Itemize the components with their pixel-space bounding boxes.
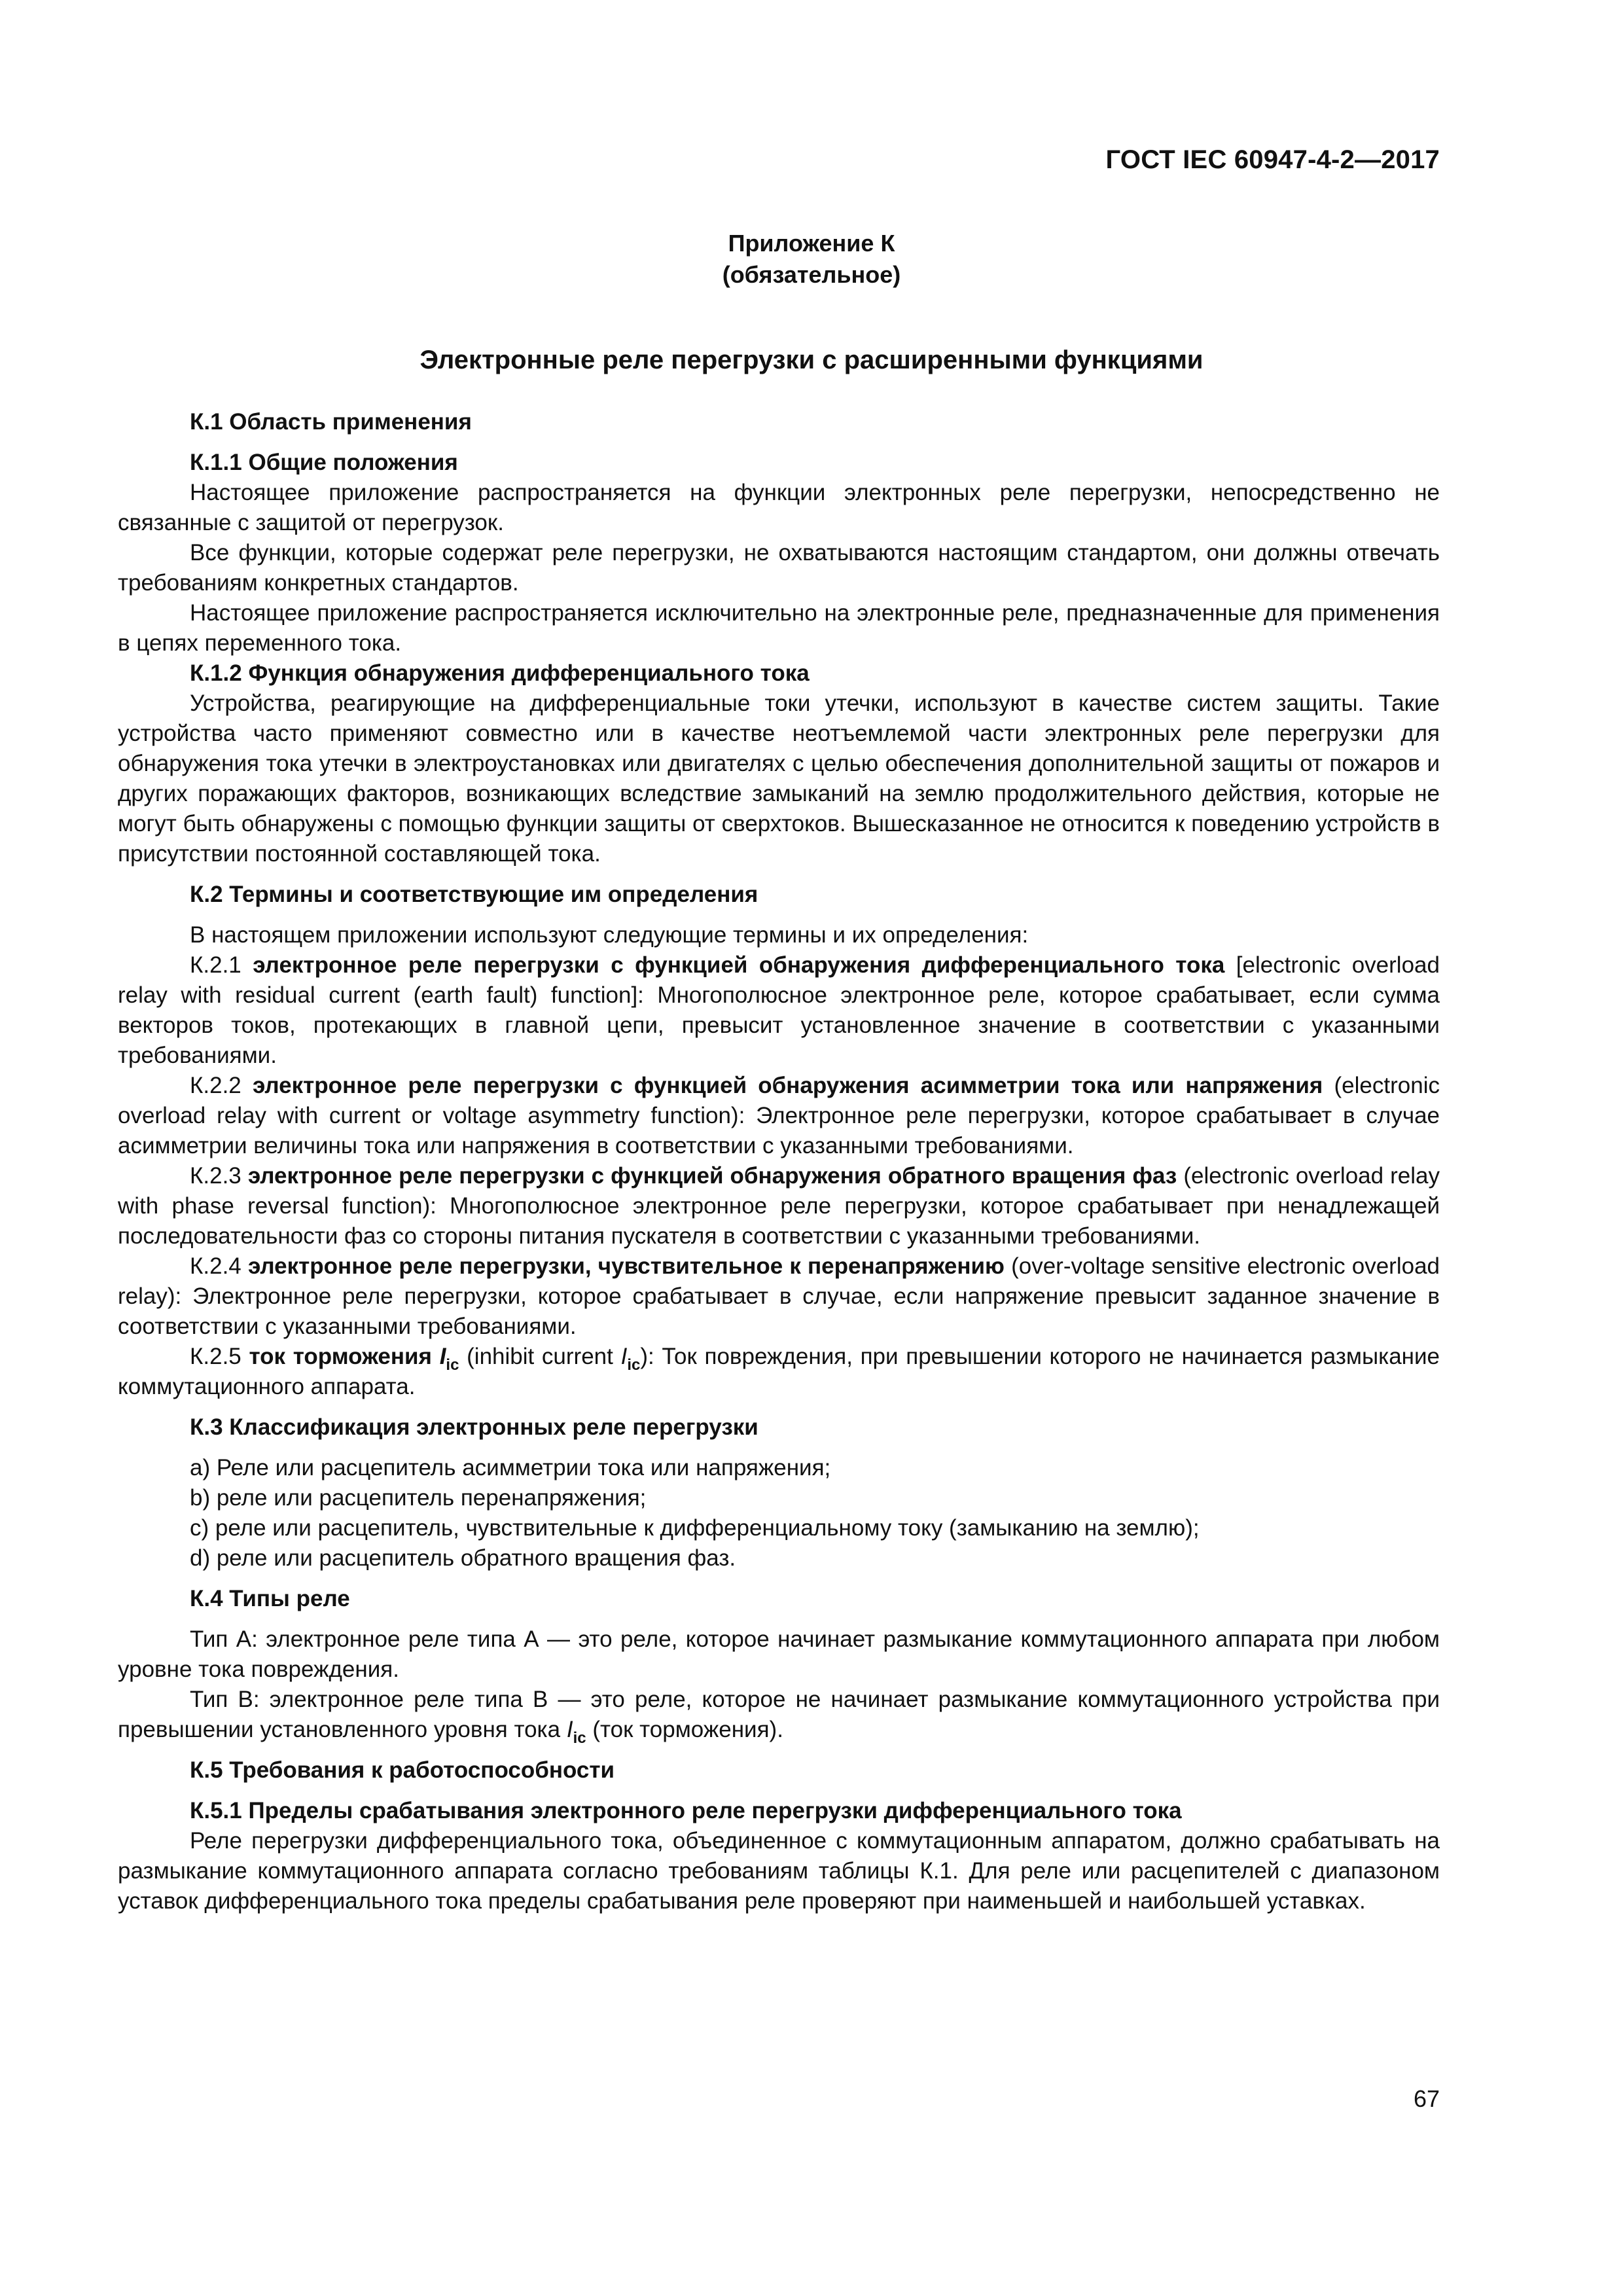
symbol-subscript: ic bbox=[446, 1356, 459, 1374]
term-number: К.2.5 bbox=[190, 1344, 241, 1369]
term-name: электронное реле перегрузки с функцией обнаружения дифференциального тока bbox=[253, 952, 1225, 978]
section-heading-k1-1: К.1.1 Общие положения bbox=[190, 450, 458, 475]
list-item: a) Реле или расцепитель асимметрии тока или напряжения; bbox=[190, 1455, 831, 1480]
section-heading-k1-2: К.1.2 Функция обнаружения дифференциального тока bbox=[190, 660, 810, 686]
term-text: (electronic overload relay with current or voltage asymmetry function): Электронное реле перегрузки, которое срабатывает в случае асимметрии величины тока или напряжения в соответствии с указанными требованиями. bbox=[118, 1073, 1440, 1158]
paragraph: Настоящее приложение распространяется на функции электронных реле перегрузки, непосредственно не связанные с защитой от перегрузок. bbox=[118, 480, 1440, 535]
term-number: К.2.1 bbox=[190, 952, 241, 978]
term-name: электронное реле перегрузки с функцией обнаружения асимметрии тока или напряжения bbox=[252, 1073, 1323, 1098]
term-text: (electronic overload relay with phase reversal function): Многополюсное электронное реле перегрузки, которое срабатывает при ненадлежащей последовательности фаз со стороны питания пускателя в соответствии с указанными требованиями. bbox=[118, 1163, 1440, 1249]
section-heading-k5-1: К.5.1 Пределы срабатывания электронного реле перегрузки дифференциального тока bbox=[190, 1798, 1182, 1823]
paragraph: Устройства, реагирующие на дифференциальные токи утечки, используют в качестве систем защиты. Такие устройства часто применяют совместно или в качестве неотъемлемой части электронных реле перегрузки для обнаружения тока утечки в электроустановках или двигателях с целью обеспечения дополнительной защиты от пожаров и других поражающих факторов, возникающих вследствие замыканий на землю продолжительного действия, которые не могут быть обнаружены с помощью функции защиты от сверхтоков. Вышесказанное не относится к поведению устройств в присутствии постоянной составляющей тока. bbox=[118, 691, 1440, 867]
term-name: электронное реле перегрузки с функцией обнаружения обратного вращения фаз bbox=[247, 1163, 1177, 1189]
document-code: ГОСТ IEC 60947-4-2—2017 bbox=[1105, 145, 1440, 174]
symbol: I bbox=[566, 1717, 573, 1742]
list-item: d) реле или расцепитель обратного вращения фаз. bbox=[190, 1545, 736, 1571]
term-name: ток торможения bbox=[249, 1344, 432, 1369]
term-number: К.2.3 bbox=[190, 1163, 241, 1189]
section-heading-k1: К.1 Область применения bbox=[190, 409, 472, 435]
term-text: [electronic overload relay with residual current (earth fault) function]: Многополюсное электронное реле, которое срабатывает, если сумма векторов токов, протекающих в главной цепи, превысит установленное значение в соответствии с указанными требованиями. bbox=[118, 952, 1440, 1068]
symbol-subscript: ic bbox=[627, 1356, 641, 1374]
term-definition bbox=[118, 1071, 1440, 1161]
paragraph: Тип А: электронное реле типа А — это реле, которое начинает размыкание коммутационного аппарата при любом уровне тока повреждения. bbox=[118, 1626, 1440, 1682]
paragraph-text: (ток торможения). bbox=[592, 1717, 783, 1742]
paragraph: Настоящее приложение распространяется исключительно на электронные реле, предназначенные для применения в цепях переменного тока. bbox=[118, 600, 1440, 656]
term-text: (inhibit current bbox=[467, 1344, 613, 1369]
term-text: ): Ток повреждения, при превышении которого не начинается размыкание коммутационного аппарата. bbox=[118, 1344, 1440, 1399]
section-heading-k4: К.4 Типы реле bbox=[190, 1586, 350, 1611]
document-title: Электронные реле перегрузки с расширенными функциями bbox=[419, 346, 1204, 374]
term-definition bbox=[118, 1161, 1440, 1251]
paragraph-text: Тип В: электронное реле типа В — это реле, которое не начинает размыкание коммутационного устройства при превышении установленного уровня тока bbox=[118, 1687, 1440, 1742]
term-name: электронное реле перегрузки, чувствительное к перенапряжению bbox=[247, 1253, 1005, 1279]
page-number: 67 bbox=[1413, 2085, 1440, 2112]
paragraph: Все функции, которые содержат реле перегрузки, не охватываются настоящим стандартом, они должны отвечать требованиям конкретных стандартов. bbox=[118, 540, 1440, 596]
paragraph: Реле перегрузки дифференциального тока, объединенное с коммутационным аппаратом, должно срабатывать на размыкание коммутационного аппарата согласно требованиям таблицы К.1. Для реле или расцепителей с диапазоном уставок дифференциального тока пределы срабатывания реле проверяют при наименьшей и наибольшей уставках. bbox=[118, 1828, 1440, 1914]
term-definition bbox=[118, 950, 1440, 1071]
symbol: I bbox=[439, 1344, 446, 1369]
symbol-subscript: ic bbox=[573, 1729, 586, 1747]
term-definition bbox=[118, 1342, 1440, 1402]
symbol: I bbox=[620, 1344, 628, 1369]
annex-status: (обязательное) bbox=[722, 261, 901, 288]
section-heading-k2: К.2 Термины и соответствующие им определения bbox=[190, 882, 758, 907]
term-number: К.2.2 bbox=[190, 1073, 241, 1098]
section-heading-k3: К.3 Классификация электронных реле перегрузки bbox=[190, 1414, 758, 1440]
term-text: (over-voltage sensitive electronic overload relay): Электронное реле перегрузки, которое срабатывает в случае, если напряжение превысит заданное значение в соответствии с указанными требованиями. bbox=[118, 1253, 1440, 1339]
section-heading-k5: К.5 Требования к работоспособности bbox=[190, 1757, 615, 1783]
term-number: К.2.4 bbox=[190, 1253, 241, 1279]
term-definition bbox=[118, 1251, 1440, 1342]
document-body bbox=[118, 407, 1440, 1916]
annex-title: Приложение К bbox=[728, 230, 895, 257]
paragraph bbox=[118, 1685, 1440, 1745]
paragraph: В настоящем приложении используют следующие термины и их определения: bbox=[190, 922, 1029, 948]
list-item: c) реле или расцепитель, чувствительные к дифференциальному току (замыканию на землю); bbox=[190, 1515, 1200, 1541]
list-item: b) реле или расцепитель перенапряжения; bbox=[190, 1485, 647, 1511]
